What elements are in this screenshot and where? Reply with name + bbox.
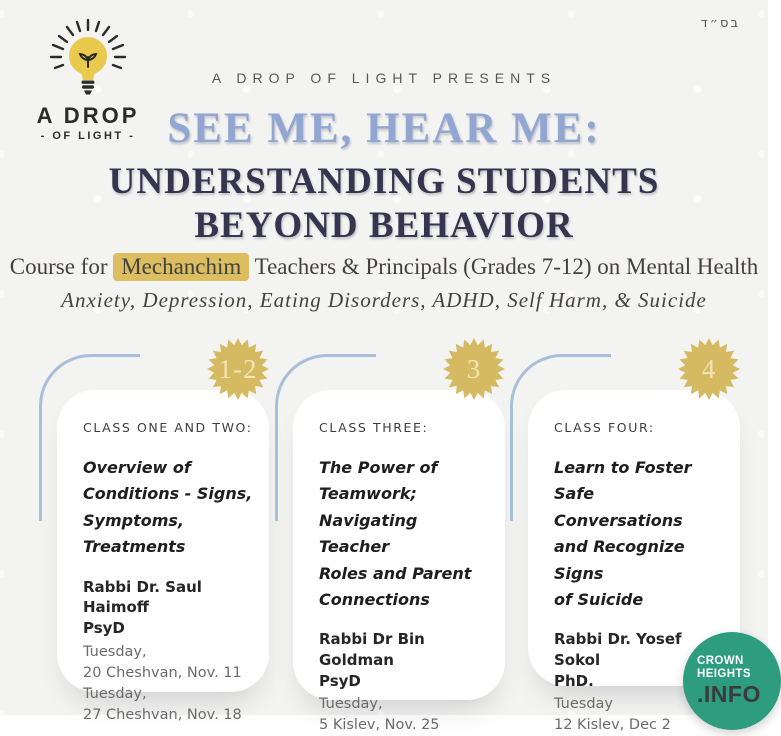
class-title-line: of Suicide <box>554 589 644 609</box>
class-header: CLASS FOUR: <box>554 420 655 435</box>
badge-number: 4 <box>701 353 717 384</box>
class-dates <box>83 642 253 726</box>
crownheights-info-watermark <box>683 632 781 730</box>
class-dates <box>319 694 489 736</box>
badge-number: 3 <box>466 353 482 384</box>
logo-title: A DROP <box>36 103 140 128</box>
date-line: Tuesday <box>554 696 613 713</box>
date-line: Tuesday, <box>83 685 147 702</box>
class-title-line: Symptoms, <box>83 510 184 530</box>
course-description-suffix: Teachers & Principals (Grades 7-12) on Mental Health <box>254 254 759 279</box>
class-title-line: and Recognize Signs <box>554 537 685 583</box>
speaker-name <box>83 577 253 639</box>
date-line: 20 Cheshvan, Nov. 11 <box>83 664 242 681</box>
watermark-line: .INFO <box>697 681 761 708</box>
class-title-line: Learn to Foster <box>554 458 692 477</box>
class-title-line: Connections <box>319 589 430 609</box>
speaker-line: PsyD <box>83 618 125 637</box>
class-header: CLASS ONE AND TWO: <box>83 420 253 435</box>
class-title-line: Safe Conversations <box>554 484 683 530</box>
class-title-line: Roles and Parent <box>319 563 472 583</box>
speaker-name <box>319 629 489 691</box>
class-card-one-two <box>57 353 269 723</box>
class-title-line: Teamwork; <box>319 484 417 504</box>
watermark-line: HEIGHTS <box>697 667 751 680</box>
sub-title-line2: BEYOND BEHAVIOR <box>194 204 574 246</box>
class-title-line: Navigating Teacher <box>319 510 418 557</box>
lightbulb-icon <box>38 14 138 104</box>
badge-number: 1-2 <box>218 353 258 384</box>
class-title <box>319 455 489 613</box>
class-title <box>554 455 724 613</box>
date-line: 27 Cheshvan, Nov. 18 <box>83 706 242 723</box>
speaker-line: Rabbi Dr Bin Goldman <box>319 630 425 670</box>
sub-title <box>0 160 768 247</box>
speaker-line: PsyD <box>319 671 361 690</box>
class-header: CLASS THREE: <box>319 420 429 435</box>
date-line: 12 Kislev, Dec 2 <box>554 717 671 734</box>
date-line: Tuesday, <box>319 696 383 713</box>
sub-title-line1: UNDERSTANDING STUDENTS <box>108 161 660 202</box>
class-title-line: Overview of <box>83 458 191 477</box>
class-title-line: The Power of <box>319 458 438 477</box>
class-title-line: Treatments <box>83 537 186 557</box>
speaker-line: Rabbi Dr. Yosef Sokol <box>554 630 682 670</box>
badge-4 <box>678 338 740 400</box>
class-title <box>83 455 253 561</box>
bsd-hebrew-text: בס״ד <box>700 16 740 31</box>
speaker-line: Rabbi Dr. Saul Haimoff <box>83 577 202 617</box>
badge-3 <box>443 338 505 400</box>
mechanchim-highlight: Mechanchim <box>113 253 249 281</box>
main-title: SEE ME, HEAR ME: <box>167 105 601 152</box>
topics-line: Anxiety, Depression, Eating Disorders, ADHD, Self Harm, & Suicide <box>61 288 707 312</box>
date-line: 5 Kislev, Nov. 25 <box>319 717 440 734</box>
presents-line: A DROP OF LIGHT PRESENTS <box>211 70 557 86</box>
badge-1-2 <box>207 338 269 400</box>
class-card-three <box>293 353 505 734</box>
course-description <box>0 254 768 280</box>
date-line: Tuesday, <box>83 643 147 660</box>
watermark-line: CROWN <box>697 654 744 667</box>
course-description-prefix: Course for <box>9 254 108 279</box>
class-title-line: Conditions - Signs, <box>83 484 253 504</box>
logo-subtitle: - OF LIGHT - <box>40 130 136 143</box>
speaker-line: PhD. <box>554 671 594 690</box>
